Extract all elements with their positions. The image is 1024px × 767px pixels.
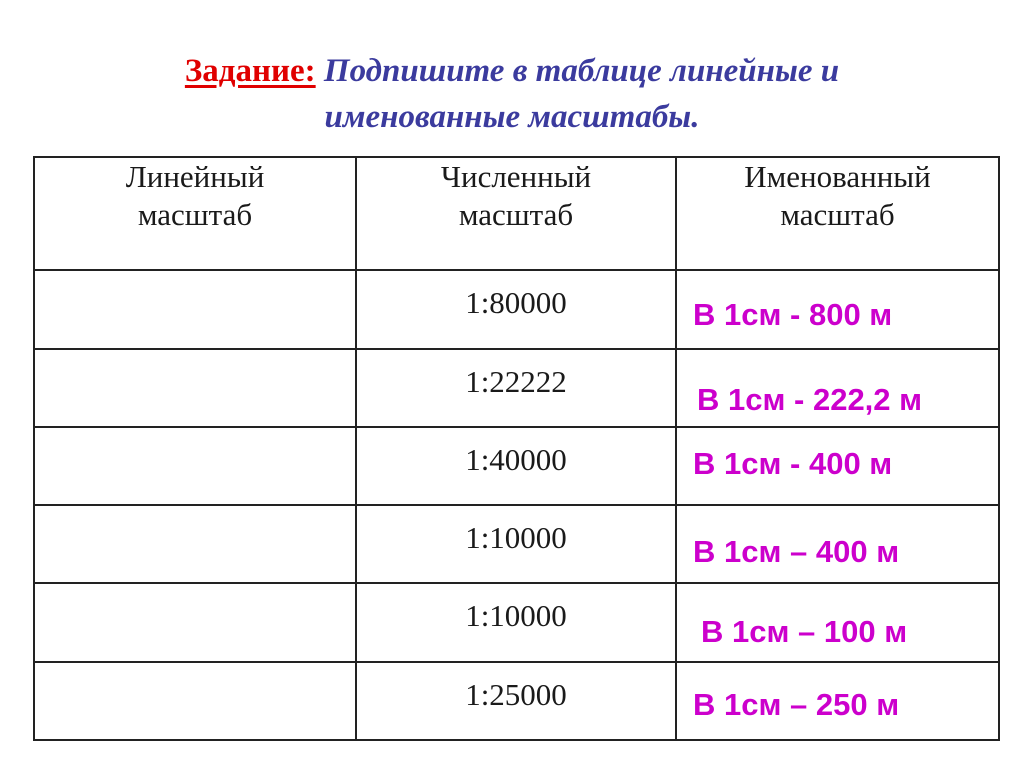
slide-title — [0, 48, 1024, 140]
named-scale-cell — [676, 349, 999, 427]
table-row — [34, 427, 999, 505]
named-scale-cell — [676, 270, 999, 348]
header-text: Линейный — [125, 159, 265, 194]
header-named-scale — [676, 157, 999, 270]
named-scale-cell — [676, 583, 999, 661]
numeric-scale-cell: 1:10000 — [356, 505, 676, 583]
named-scale-cell — [676, 662, 999, 740]
linear-scale-cell — [34, 583, 356, 661]
numeric-scale-cell: 1:80000 — [356, 270, 676, 348]
named-scale-answer: В 1см - 222,2 м — [697, 381, 923, 417]
named-scale-answer: В 1см – 250 м — [693, 686, 900, 722]
header-text: масштаб — [458, 197, 574, 232]
table-row — [34, 662, 999, 740]
header-text: масштаб — [780, 197, 895, 232]
task-text-line1: Подпишите в таблице линейные и — [323, 53, 840, 89]
named-scale-answer: В 1см – 400 м — [693, 534, 900, 570]
linear-scale-cell — [34, 427, 356, 505]
linear-scale-cell — [34, 349, 356, 427]
named-scale-answer: В 1см - 400 м — [693, 445, 893, 481]
numeric-scale-cell: 1:40000 — [356, 427, 676, 505]
header-text: Именованный — [744, 159, 931, 194]
table-row — [34, 583, 999, 661]
linear-scale-cell — [34, 662, 356, 740]
named-scale-answer: В 1см - 800 м — [693, 297, 893, 333]
header-text: масштаб — [137, 197, 253, 232]
named-scale-answer: В 1см – 100 м — [701, 614, 908, 650]
numeric-scale-cell: 1:22222 — [356, 349, 676, 427]
linear-scale-cell — [34, 270, 356, 348]
table-row — [34, 505, 999, 583]
header-numeric-scale — [356, 157, 676, 270]
named-scale-cell — [676, 427, 999, 505]
numeric-scale-cell: 1:25000 — [356, 662, 676, 740]
header-linear-scale — [34, 157, 356, 270]
header-text: Численный — [440, 159, 592, 194]
task-text-line2: именованные масштабы. — [324, 99, 700, 135]
table-row — [34, 270, 999, 348]
table-header-row — [34, 157, 999, 270]
named-scale-cell — [676, 505, 999, 583]
linear-scale-cell — [34, 505, 356, 583]
table-row — [34, 349, 999, 427]
scales-table — [33, 156, 1000, 741]
numeric-scale-cell: 1:10000 — [356, 583, 676, 661]
task-label: Задание: — [184, 53, 316, 89]
